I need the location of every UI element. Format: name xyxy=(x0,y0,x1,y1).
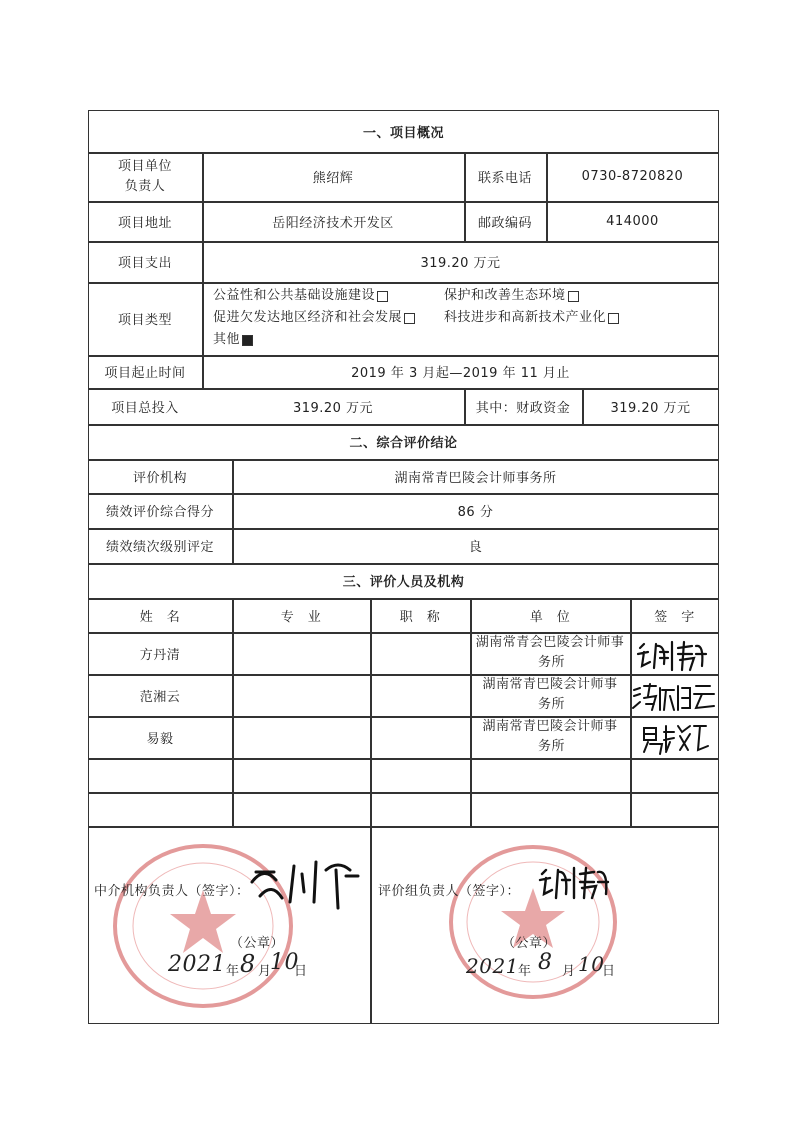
type-option[interactable] xyxy=(444,307,619,329)
evaluator-name: 方丹清 xyxy=(139,647,181,663)
type-option-label: 促进欠发达地区经济和社会发展 xyxy=(213,310,403,325)
unit-line: 湖南常青会巴陵会计师事 xyxy=(475,635,625,650)
unit-line: 务所 xyxy=(538,697,566,712)
unit-head-label xyxy=(88,152,202,201)
expense-label: 项目支出 xyxy=(117,256,172,271)
type-option[interactable] xyxy=(213,329,253,351)
period-label: 项目起止时间 xyxy=(104,366,186,381)
address-value: 岳阳经济技术开发区 xyxy=(272,215,394,231)
checkbox-empty-icon[interactable] xyxy=(377,291,388,302)
unit-line: 湖南常青巴陵会计师事 xyxy=(482,719,618,734)
right-date-day-unit: 日 xyxy=(602,964,616,979)
type-option-label: 其他 xyxy=(213,332,241,347)
total-label: 项目总投入 xyxy=(111,400,179,416)
right-date-month-unit: 月 xyxy=(562,964,576,979)
left-date-year-unit: 年 xyxy=(226,964,240,979)
label-line: 项目单位 xyxy=(117,158,172,174)
agency-head-signature xyxy=(246,852,366,912)
unit-head-value: 熊绍辉 xyxy=(312,171,354,186)
right-date-month: 8 xyxy=(538,950,553,975)
label-line: 负责人 xyxy=(124,178,166,194)
type-row xyxy=(213,285,713,307)
grade-value: 良 xyxy=(468,540,483,555)
org-label: 评价机构 xyxy=(132,470,187,486)
eval-group-head-label: 评价组负责人（签字）： xyxy=(378,884,521,899)
score-label: 绩效评价综合得分 xyxy=(105,505,214,520)
postcode-value: 414000 xyxy=(606,213,659,229)
handwritten-signature xyxy=(630,680,719,716)
divider xyxy=(88,826,719,828)
divider xyxy=(370,598,372,1024)
header-specialty: 专 业 xyxy=(280,609,322,625)
type-option[interactable] xyxy=(444,285,579,307)
left-date-day-unit: 日 xyxy=(294,964,308,979)
fiscal-label: 其中：财政资金 xyxy=(475,400,571,416)
divider xyxy=(232,598,234,826)
unit-line: 湖南常青巴陵会计师事 xyxy=(482,677,618,692)
evaluator-name: 范湘云 xyxy=(139,689,181,705)
unit-line: 务所 xyxy=(538,739,566,754)
agency-head-label: 中介机构负责人（签字）： xyxy=(94,884,250,899)
project-type-options xyxy=(213,285,713,351)
section-title: 三、评价人员及机构 xyxy=(342,575,465,590)
postcode-label: 邮政编码 xyxy=(477,215,532,231)
type-row xyxy=(213,307,713,329)
eval-group-head-signature xyxy=(536,860,616,906)
evaluator-unit xyxy=(470,716,630,758)
divider xyxy=(88,758,719,760)
left-date-day: 10 xyxy=(270,950,299,975)
right-seal-label: （公章） xyxy=(502,936,557,951)
header-name: 姓 名 xyxy=(139,609,181,625)
handwritten-signature xyxy=(640,720,712,756)
divider xyxy=(88,792,719,794)
fiscal-value: 319.20 万元 xyxy=(610,400,691,416)
right-date-year-unit: 年 xyxy=(518,964,532,979)
expense-value: 319.20 万元 xyxy=(420,256,501,271)
type-option[interactable] xyxy=(213,307,444,329)
handwritten-signature xyxy=(632,634,717,674)
checkbox-empty-icon[interactable] xyxy=(568,291,579,302)
unit-line: 务所 xyxy=(538,655,566,670)
right-date-year: 2021 xyxy=(466,954,519,978)
org-value: 湖南常青巴陵会计师事务所 xyxy=(394,470,557,486)
type-option-label: 公益性和公共基础设施建设 xyxy=(213,288,376,303)
type-label: 项目类型 xyxy=(117,313,172,328)
grade-label: 绩效绩次级别评定 xyxy=(105,540,214,555)
evaluator-name: 易毅 xyxy=(146,731,174,747)
evaluator-unit xyxy=(470,632,630,674)
section-title: 二、综合评价结论 xyxy=(349,436,458,451)
header-title: 职 称 xyxy=(399,609,441,625)
period-value: 2019 年 3 月起—2019 年 11 月止 xyxy=(351,366,570,381)
total-value: 319.20 万元 xyxy=(292,400,374,416)
left-seal-label: （公章） xyxy=(230,936,285,951)
header-signature: 签 字 xyxy=(654,609,695,625)
type-option-label: 保护和改善生态环境 xyxy=(444,288,566,303)
right-date-day: 10 xyxy=(578,952,605,976)
type-option-label: 科技进步和高新技术产业化 xyxy=(444,310,607,325)
score-value: 86 分 xyxy=(457,505,494,520)
phone-label: 联系电话 xyxy=(477,171,532,186)
left-date-year: 2021 xyxy=(168,952,226,977)
type-option[interactable] xyxy=(213,285,444,307)
type-row xyxy=(213,329,713,351)
address-label: 项目地址 xyxy=(117,215,172,231)
checkbox-empty-icon[interactable] xyxy=(608,313,619,324)
section-title: 一、项目概况 xyxy=(362,125,444,141)
header-unit: 单 位 xyxy=(529,609,571,625)
left-date-month: 8 xyxy=(240,950,256,978)
checkbox-empty-icon[interactable] xyxy=(404,313,415,324)
checkbox-checked-icon[interactable] xyxy=(242,335,253,346)
left-date-month-unit: 月 xyxy=(258,964,272,979)
phone-value: 0730-8720820 xyxy=(581,169,684,184)
evaluator-unit xyxy=(470,674,630,716)
